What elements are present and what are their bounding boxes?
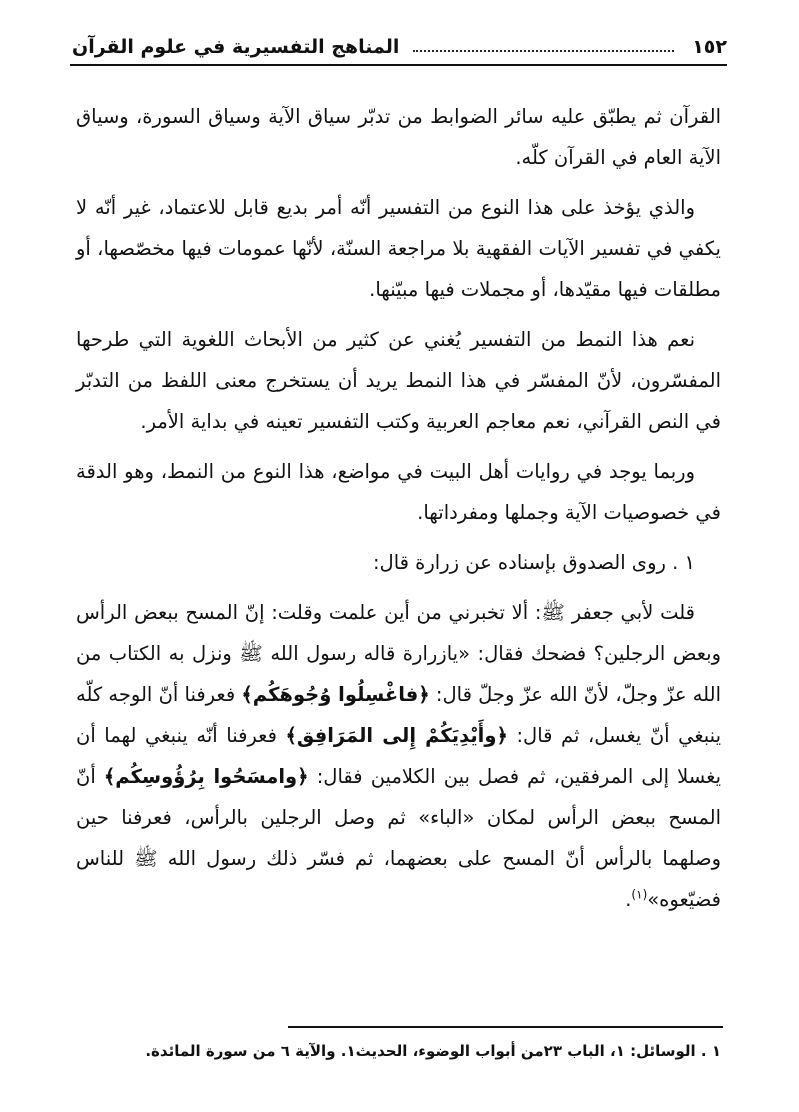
body-text bbox=[76, 96, 721, 929]
narration-text: أنّ المسح ببعض الرأس لمكان «الباء» ثم وصل الرجلين بالرأس، فعرفنا حين وصلهما بالرأس أنّ المسح على بعضهما، ثم فسّر ذلك رسول الله ﷺ للناس فضيّعوه» bbox=[76, 765, 721, 911]
footnote-rule bbox=[288, 1026, 723, 1028]
paragraph: القرآن ثم يطبّق عليه سائر الضوابط من تدبّر سياق الآية وسياق السورة، وسياق الآية العام في القرآن كلّه. bbox=[76, 105, 721, 169]
running-title: المناهج التفسيرية في علوم القرآن bbox=[72, 36, 400, 58]
narration-text: قلت لأبي جعفر ﷺ: ألا تخبرني من أين علمت وقلت: إنّ المسح ببعض الرأس وبعض الرجلين؟ فضحك فقال: «يازرارة قاله رسول الله ﷺ ونزل به الكتاب من الله عزّ وجلّ، لأنّ الله عزّ وجلّ قال: bbox=[76, 601, 721, 706]
page-header bbox=[72, 28, 727, 58]
quran-verse: ﴿وأَيْدِيَكُمْ إِلى المَرَافِق﴾ bbox=[285, 724, 508, 747]
quran-verse: ﴿فاغْسِلُوا وُجُوهَكُم﴾ bbox=[241, 683, 430, 706]
header-dots bbox=[413, 50, 674, 52]
paragraph: والذي يؤخذ على هذا النوع من التفسير أنّه أمر بديع قابل للاعتماد، غير أنّه لا يكفي في تفسير الآيات الفقهية بلا مراجعة السنّة، لأنّها عمومات فيها مخصّصها، أو مطلقات فيها مقيّدها، أو مجملات فيها مبيّنها. bbox=[76, 196, 721, 301]
narration-text: فعرفنا أنّ الوجه كلّه ينبغي أنّ يغسل، ثم قال: bbox=[76, 683, 721, 747]
header-rule bbox=[70, 64, 727, 66]
footnote: ١ . الوسائل: ١، الباب ٢٣من أبواب الوضوء، الحديث١. والآية ٦ من سورة المائدة. bbox=[145, 1042, 721, 1060]
page-number: ١٥٢ bbox=[692, 36, 727, 58]
footnote-ref[interactable]: (١) bbox=[631, 887, 648, 902]
narration-paragraph bbox=[76, 592, 721, 920]
paragraph: نعم هذا النمط من التفسير يُغني عن كثير من الأبحاث اللغوية التي طرحها المفسّرون، لأنّ المفسّر في هذا النمط يريد أن يستخرج معنى اللفظ من التدبّر في النص القرآني، نعم معاجم العربية وكتب التفسير تعينه في بداية الأمر. bbox=[76, 328, 721, 433]
narration-end: . bbox=[625, 888, 632, 911]
quran-verse: ﴿وامسَحُوا بِرُؤُوسِكُم﴾ bbox=[103, 765, 309, 788]
narration-text: فعرفنا أنّه ينبغي لهما أن يغسلا إلى المرفقين، ثم فصل بين الكلامين فقال: bbox=[76, 724, 721, 788]
paragraph: ١ . روى الصدوق بإسناده عن زرارة قال: bbox=[372, 551, 695, 574]
paragraph: وربما يوجد في روايات أهل البيت في مواضع، هذا النوع من النمط، وهو الدقة في خصوصيات الآية وجملها ومفرداتها. bbox=[76, 460, 721, 524]
